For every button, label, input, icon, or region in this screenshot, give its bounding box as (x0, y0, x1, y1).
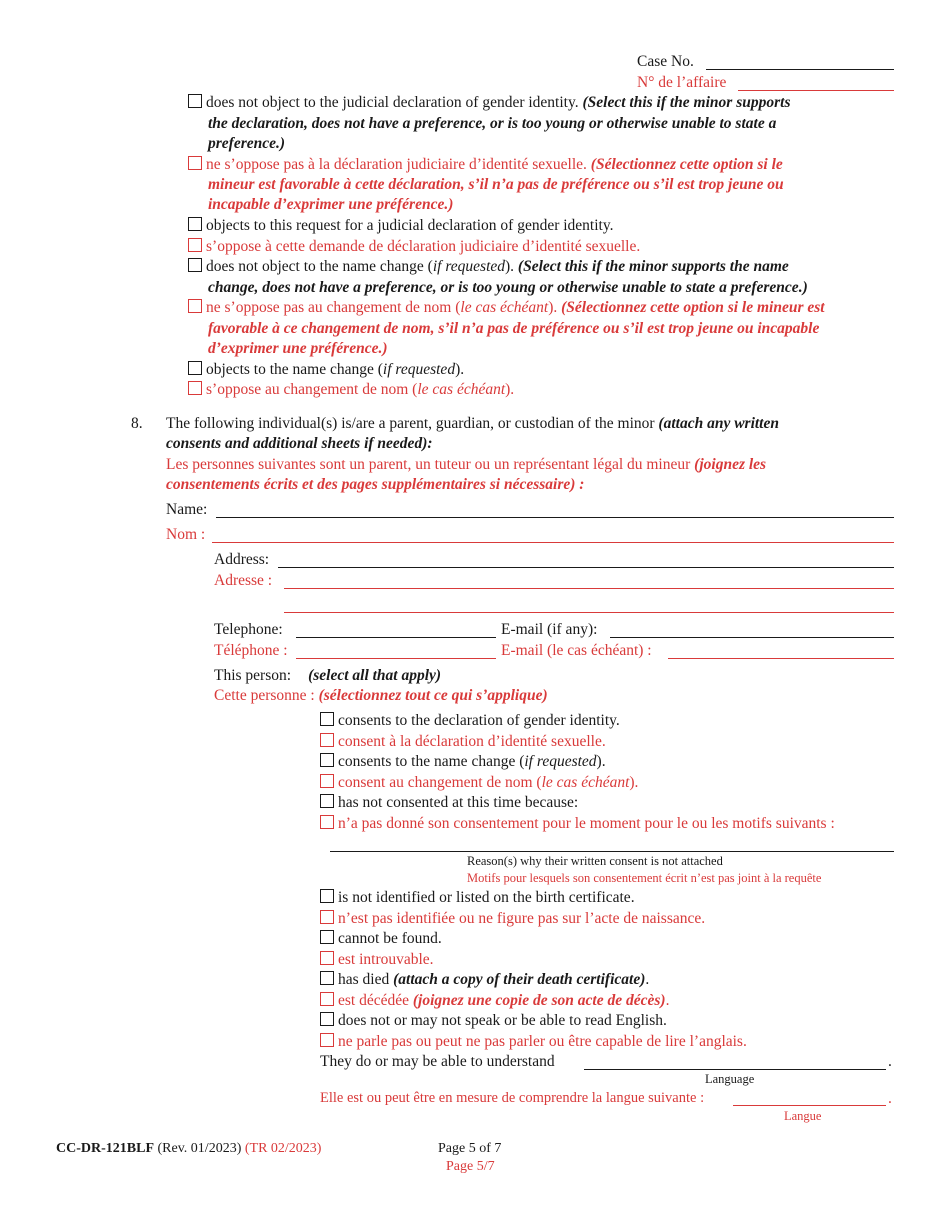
checkbox[interactable] (188, 94, 202, 108)
checkbox[interactable] (320, 1012, 334, 1026)
name-field-fr[interactable] (212, 542, 894, 543)
option-not-identified-fr: n’est pas identifiée ou ne figure pas sur l’acte de naissance. (320, 910, 705, 928)
name-field[interactable] (216, 517, 894, 518)
option-objects-name-fr: s’oppose au changement de nom (le cas échéant). (188, 381, 514, 399)
section8-intro: The following individual(s) is/are a parent, guardian, or custodian of the minor (attach any written (166, 415, 779, 432)
checkbox[interactable] (320, 971, 334, 985)
email-field-fr[interactable] (668, 658, 894, 659)
form-id: CC-DR-121BLF (Rev. 01/2023) (TR 02/2023) (56, 1141, 322, 1156)
option-no-object-declaration: does not object to the judicial declaration of gender identity. (Select this if the minor supports (188, 94, 790, 112)
checkbox[interactable] (188, 299, 202, 313)
telephone-field[interactable] (296, 637, 496, 638)
telephone-field-fr[interactable] (296, 658, 496, 659)
checkbox[interactable] (320, 712, 334, 726)
option-not-consented-fr: n’a pas donné son consentement pour le moment pour le ou les motifs suivants : (320, 815, 835, 833)
period: . (888, 1053, 892, 1070)
page-number-fr: Page 5/7 (446, 1159, 495, 1174)
address-label: Address: (214, 551, 270, 568)
period-fr: . (888, 1090, 892, 1107)
option-cannot-find: cannot be found. (320, 930, 442, 948)
option-consents-name: consents to the name change (if requested). (320, 753, 606, 771)
email-label-fr: E-mail (le cas échéant) : (501, 642, 652, 659)
telephone-label: Telephone: (214, 621, 283, 638)
checkbox[interactable] (320, 753, 334, 767)
reason-field[interactable] (330, 851, 894, 852)
section8-intro-fr: Les personnes suivantes sont un parent, un tuteur ou un représentant légal du mineur (joignez les (166, 456, 767, 473)
understand-label-fr: Elle est ou peut être en mesure de comprendre la langue suivante : (320, 1090, 705, 1106)
option-objects-declaration: objects to this request for a judicial declaration of gender identity. (188, 217, 613, 235)
checkbox[interactable] (320, 951, 334, 965)
section-number: 8. (131, 415, 143, 432)
address-field-fr-2[interactable] (284, 612, 894, 613)
section8-intro-note-fr: consentements écrits et des pages supplémentaires si nécessaire) : (166, 476, 585, 493)
option-no-english: does not or may not speak or be able to read English. (320, 1012, 667, 1030)
option-note: incapable d’exprimer une préférence.) (208, 196, 454, 213)
checkbox[interactable] (188, 156, 202, 170)
telephone-label-fr: Téléphone : (214, 642, 288, 659)
this-person-label-fr: Cette personne : (sélectionnez tout ce qui s’applique) (214, 687, 548, 704)
option-not-consented: has not consented at this time because: (320, 794, 578, 812)
case-no-label-fr: N° de l’affaire (637, 74, 727, 91)
checkbox[interactable] (320, 815, 334, 829)
checkbox[interactable] (320, 733, 334, 747)
option-objects-name: objects to the name change (if requested). (188, 361, 464, 379)
option-note: favorable à ce changement de nom, s’il n’a pas de préférence ou s’il est trop jeune ou incapable (208, 320, 820, 337)
reason-caption-fr: Motifs pour lesquels son consentement écrit n’est pas joint à la requête (467, 871, 822, 885)
language-caption-fr: Langue (784, 1109, 822, 1123)
option-no-object-name-fr: ne s’oppose pas au changement de nom (le cas échéant). (Sélectionnez cette option si le mineur est (188, 299, 825, 317)
language-field-fr[interactable] (733, 1105, 886, 1106)
understand-label: They do or may be able to understand (320, 1053, 555, 1070)
email-label: E-mail (if any): (501, 621, 598, 638)
section8-intro-note: consents and additional sheets if needed): (166, 435, 433, 452)
checkbox[interactable] (320, 910, 334, 924)
address-field-fr[interactable] (284, 588, 894, 589)
language-field[interactable] (584, 1069, 886, 1070)
checkbox[interactable] (188, 217, 202, 231)
option-objects-declaration-fr: s’oppose à cette demande de déclaration judiciaire d’identité sexuelle. (188, 238, 640, 256)
option-consents-name-fr: consent au changement de nom (le cas échéant). (320, 774, 638, 792)
checkbox[interactable] (320, 774, 334, 788)
reason-caption: Reason(s) why their written consent is not attached (467, 854, 723, 868)
option-note: preference.) (208, 135, 286, 152)
name-label: Name: (166, 501, 208, 518)
option-note: the declaration, does not have a preference, or is too young or otherwise unable to state a (208, 115, 777, 132)
option-note: change, does not have a preference, or is too young or otherwise unable to state a preference.) (208, 279, 808, 296)
option-note: mineur est favorable à cette déclaration, s’il n’a pas de préférence ou s’il est trop jeune ou (208, 176, 784, 193)
option-no-object-name: does not object to the name change (if requested). (Select this if the minor supports the name (188, 258, 789, 276)
option-no-english-fr: ne parle pas ou peut ne pas parler ou être capable de lire l’anglais. (320, 1033, 747, 1051)
checkbox[interactable] (320, 992, 334, 1006)
checkbox[interactable] (188, 238, 202, 252)
email-field[interactable] (610, 637, 894, 638)
checkbox[interactable] (320, 794, 334, 808)
checkbox[interactable] (320, 930, 334, 944)
checkbox[interactable] (188, 381, 202, 395)
option-consents-declaration-fr: consent à la déclaration d’identité sexuelle. (320, 733, 606, 751)
this-person-label: This person: (select all that apply) (214, 667, 442, 684)
checkbox[interactable] (188, 361, 202, 375)
option-no-object-declaration-fr: ne s’oppose pas à la déclaration judiciaire d’identité sexuelle. (Sélectionnez cette option si le (188, 156, 783, 174)
checkbox[interactable] (320, 1033, 334, 1047)
option-consents-declaration: consents to the declaration of gender identity. (320, 712, 620, 730)
case-no-label: Case No. (637, 53, 694, 70)
option-cannot-find-fr: est introuvable. (320, 951, 434, 969)
case-no-field[interactable] (706, 69, 894, 70)
checkbox[interactable] (320, 889, 334, 903)
option-not-identified: is not identified or listed on the birth certificate. (320, 889, 635, 907)
language-caption: Language (705, 1072, 755, 1086)
checkbox[interactable] (188, 258, 202, 272)
option-has-died-fr: est décédée (joignez une copie de son acte de décès). (320, 992, 669, 1010)
option-note: d’exprimer une préférence.) (208, 340, 388, 357)
name-label-fr: Nom : (166, 526, 206, 543)
option-has-died: has died (attach a copy of their death certificate). (320, 971, 649, 989)
page-number: Page 5 of 7 (438, 1141, 502, 1156)
address-label-fr: Adresse : (214, 572, 273, 589)
case-no-field-fr[interactable] (738, 90, 894, 91)
address-field[interactable] (278, 567, 894, 568)
